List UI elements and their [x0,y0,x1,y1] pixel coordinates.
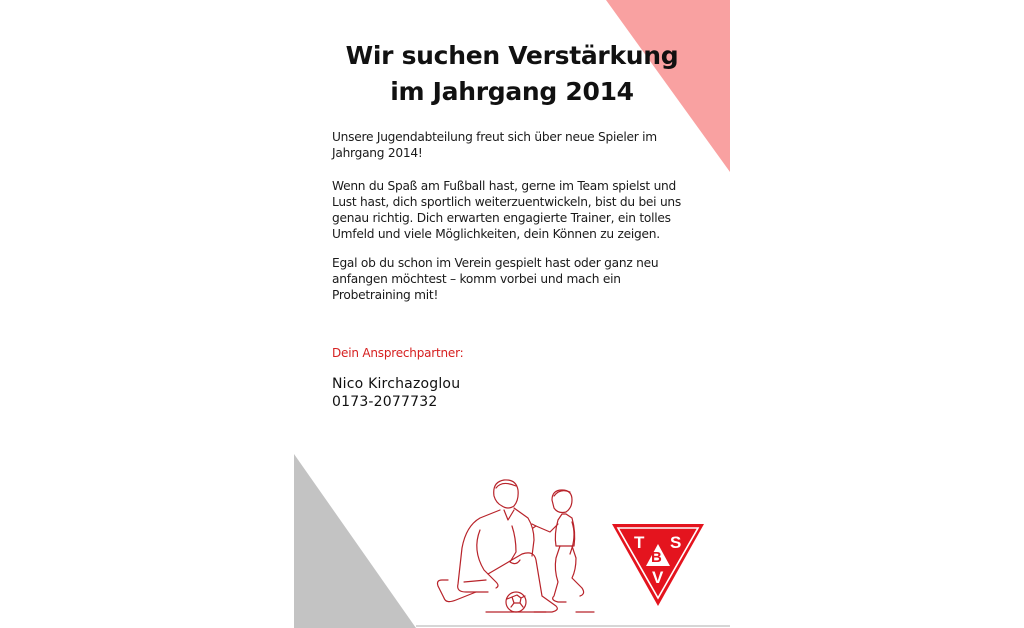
gray-corner-triangle [294,454,416,628]
details-paragraph: Wenn du Spaß am Fußball hast, gerne im Team spielst und Lust hast, dich sportlich weiterzuentwickeln, bist du bei uns genau richtig. Dich erwarten engagierte Trainer, ein tolles Umfeld und viele Möglichkeiten, dein Können zu zeigen. [332,179,681,241]
coach-and-child-illustration-icon [416,464,616,614]
logo-letter-t: T [634,533,645,552]
flyer-title [294,38,730,110]
tbsv-club-logo [612,520,704,606]
logo-letter-s: S [670,533,682,552]
title-line-1: Wir suchen Verstärkung [345,41,679,70]
contact-name: Nico Kirchazoglou [332,376,461,392]
logo-letter-b: B [651,549,662,566]
bottom-divider [416,625,730,627]
invitation-paragraph: Egal ob du schon im Verein gespielt hast oder ganz neu anfangen möchtest – komm vorbei und mach ein Probetraining mit! [332,256,659,302]
contact-phone: 0173-2077732 [332,394,438,410]
intro-paragraph: Unsere Jugendabteilung freut sich über neue Spieler im Jahrgang 2014! [332,130,657,160]
flyer-page [294,0,730,628]
title-line-2: im Jahrgang 2014 [390,77,634,106]
contact-label: Dein Ansprechpartner: [332,346,464,360]
logo-letter-v: V [652,568,664,587]
